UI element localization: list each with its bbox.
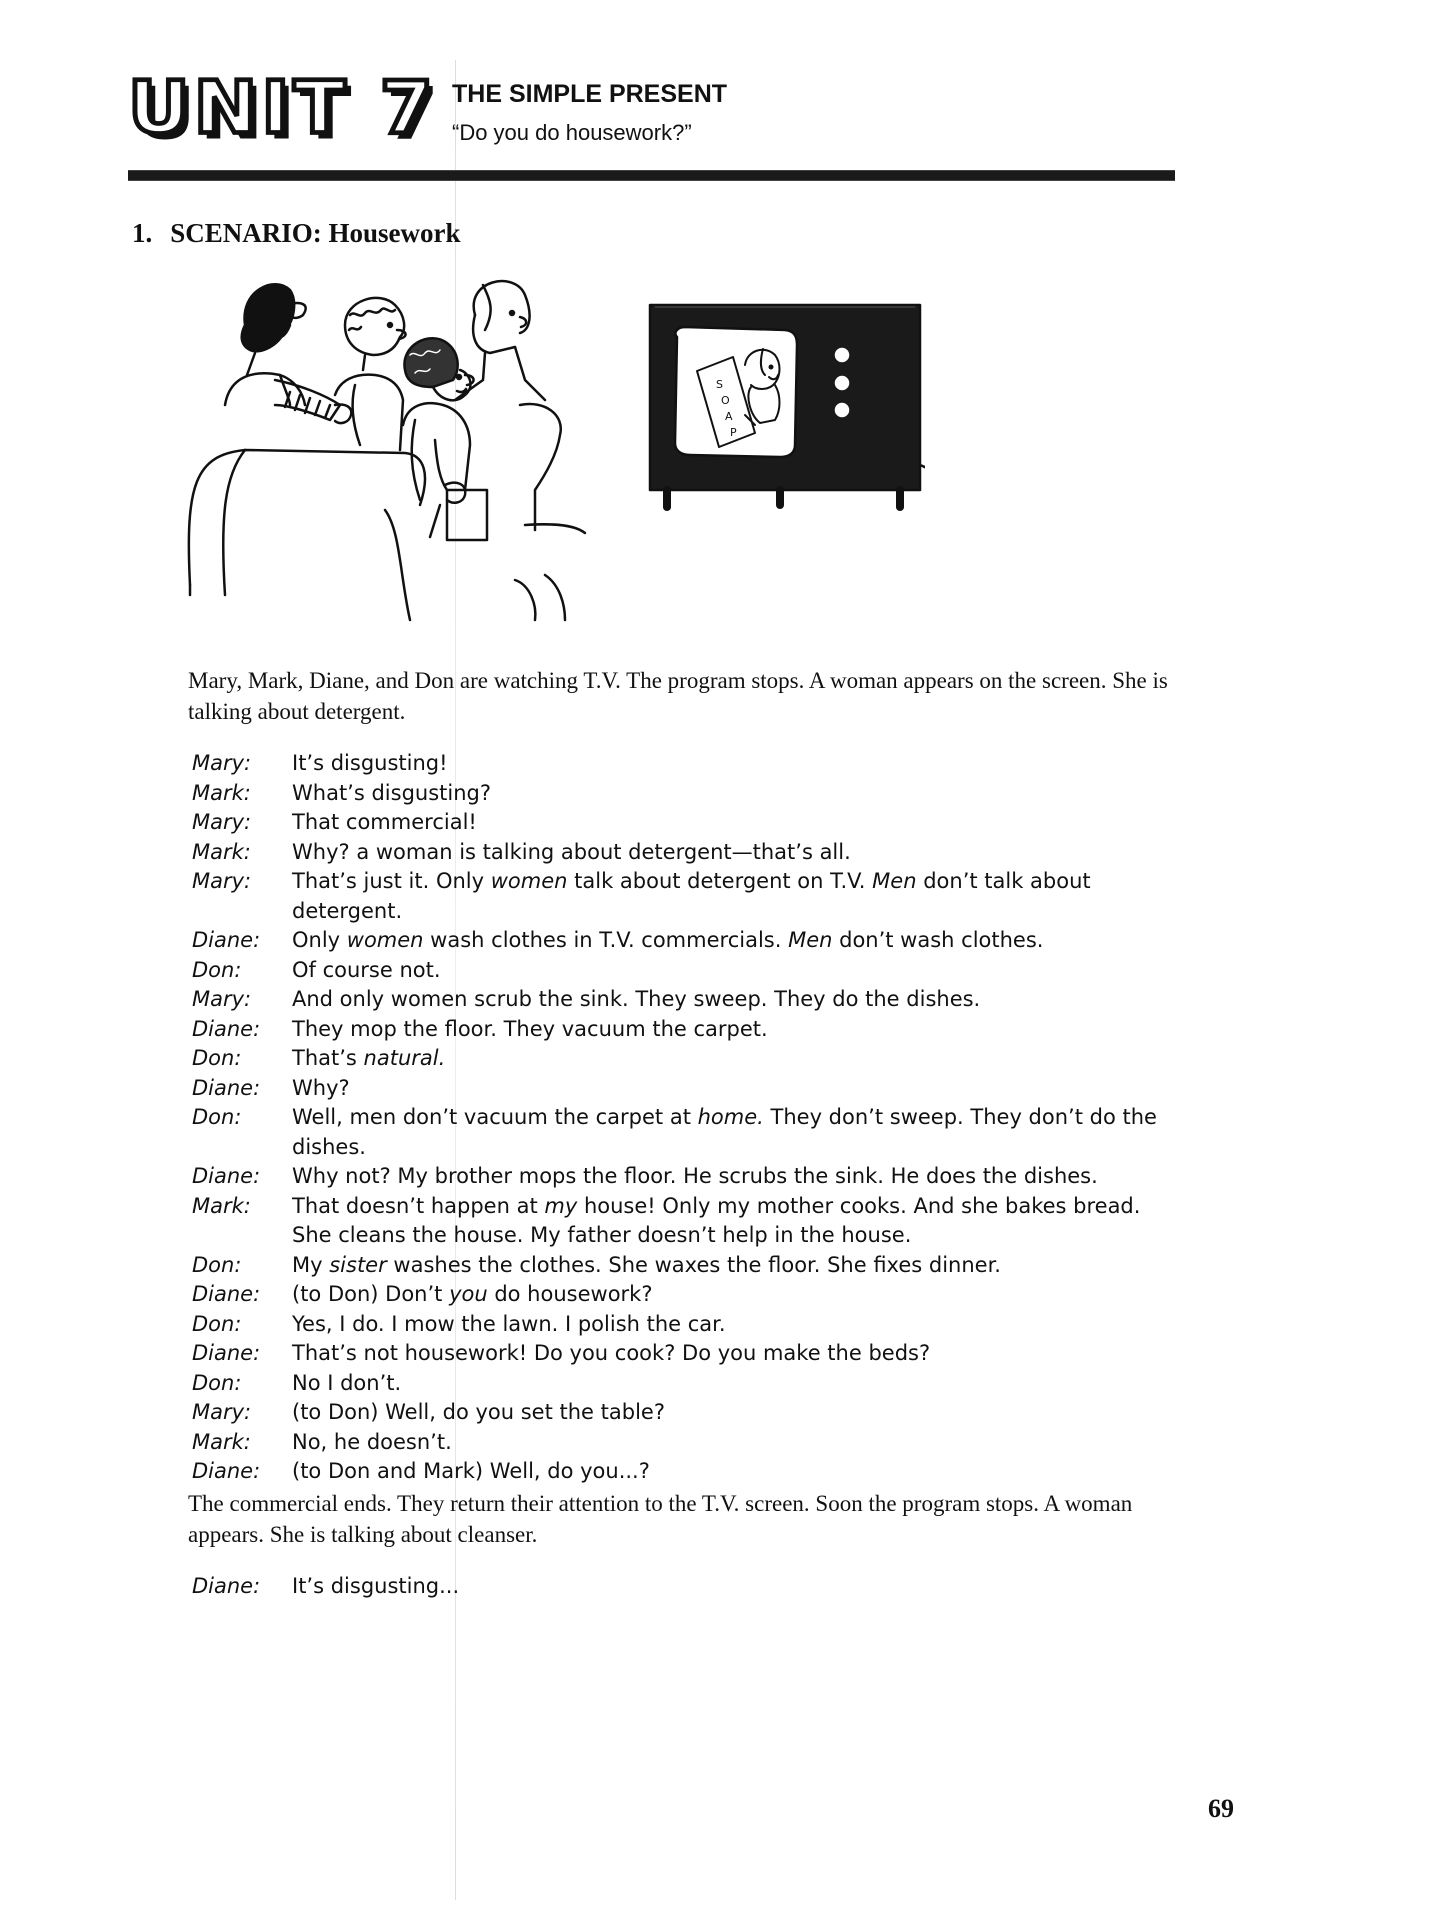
- boy-curly-hair: [404, 338, 457, 387]
- speaker-name: Mark:: [192, 839, 251, 864]
- emphasis-text: you: [449, 1282, 488, 1306]
- family-watching-tv-illustration: [185, 275, 925, 655]
- speaker-name: Mary:: [192, 1400, 252, 1424]
- emphasis-text: my: [544, 1193, 578, 1218]
- speaker-name: Diane:: [192, 1075, 261, 1100]
- dialogue-line: [192, 1074, 1182, 1104]
- speaker-name: Don:: [192, 1046, 242, 1070]
- dialogue-line: [192, 808, 1182, 838]
- dialogue-line: [192, 749, 1182, 779]
- page-number: 69: [1208, 1794, 1234, 1823]
- speaker-name: Don:: [192, 1370, 242, 1395]
- speech-text: No, he doesn’t.: [292, 1429, 452, 1454]
- dialogue-line: [192, 1369, 1182, 1399]
- speech-text: It’s disgusting!: [292, 751, 448, 775]
- speech-text: [292, 1280, 1182, 1310]
- section-number: 1.: [132, 218, 153, 248]
- speech-text: Yes, I do. I mow the lawn. I polish the car.: [292, 1311, 726, 1336]
- tv-sign-a: A: [725, 410, 733, 423]
- dialogue-line: [192, 838, 1182, 868]
- unit-heading: THE SIMPLE PRESENT: [452, 80, 728, 108]
- speaker-name: Diane:: [192, 1341, 261, 1365]
- dialogue-line: [192, 1428, 1182, 1458]
- dialogue-line: [192, 1103, 1182, 1162]
- speech-segment: washes the clothes. She waxes the floor. She fixes dinner.: [386, 1252, 1001, 1277]
- speech-text: (to Don) Well, do you set the table?: [292, 1400, 665, 1424]
- speech-text: What’s disgusting?: [292, 780, 492, 805]
- speech-segment: don’t wash clothes.: [832, 928, 1044, 952]
- speaker-name: Diane:: [192, 1459, 261, 1483]
- speech-text: Why not? My brother mops the floor. He scrubs the sink. He does the dishes.: [292, 1164, 1098, 1188]
- man-shoulders: [225, 373, 305, 405]
- speaker-name: Diane:: [192, 1282, 261, 1306]
- speaker-name: Diane:: [192, 928, 261, 952]
- speaker-name: Mark:: [192, 780, 251, 805]
- curly-woman-head: [345, 298, 404, 355]
- speaker-name: Don:: [192, 1311, 242, 1336]
- speech-text: [292, 1044, 1182, 1074]
- speech-segment: do housework?: [487, 1282, 653, 1306]
- dialogue: [192, 749, 1182, 1487]
- dialogue-line: [192, 779, 1182, 809]
- tv-sign-p: P: [730, 426, 737, 439]
- speech-text: [292, 926, 1182, 956]
- dialogue-line: [192, 1457, 1182, 1487]
- speech-text: Why?: [292, 1075, 350, 1100]
- emphasis-text: women: [490, 869, 568, 893]
- speech-text: No I don’t.: [292, 1370, 402, 1395]
- speech-text: (to Don and Mark) Well, do you...?: [292, 1459, 650, 1483]
- speech-text: Of course not.: [292, 957, 441, 982]
- speech-text: [292, 1251, 1182, 1281]
- speech-text: [292, 1103, 1182, 1162]
- unit-title: UNIT 7: [128, 65, 437, 150]
- speech-text: They mop the floor. They vacuum the carpet.: [292, 1016, 768, 1041]
- dialogue-line: [192, 956, 1182, 986]
- emphasis-text: women: [346, 928, 424, 952]
- speech-segment: They don’t sweep. They don’t do the dishes.: [292, 1105, 1157, 1159]
- section-heading: [132, 218, 479, 249]
- header-rule: [128, 170, 1175, 181]
- dialogue-line: [192, 1162, 1182, 1192]
- dialogue-line: [192, 985, 1182, 1015]
- dialogue-line: [192, 1572, 1182, 1602]
- speech-segment: don’t talk about detergent.: [292, 869, 1091, 923]
- dialogue-line: [192, 1192, 1182, 1251]
- speaker-name: Mary:: [192, 751, 252, 775]
- paper: [447, 490, 487, 540]
- speech-segment: That doesn’t happen at: [292, 1193, 545, 1218]
- man-hair: [242, 284, 294, 351]
- outro-narrative: The commercial ends. They return their attention to the T.V. screen. Soon the program stops. A woman appears. She is talking about cleanser.: [188, 1491, 1133, 1547]
- speech-segment: (to Don) Don’t: [292, 1282, 450, 1306]
- speech-text: [292, 1192, 1182, 1251]
- speech-text: It’s disgusting...: [292, 1574, 460, 1598]
- dialogue-line: [192, 1398, 1182, 1428]
- unit-subtitle: “Do you do housework?”: [452, 120, 692, 145]
- speaker-name: Don:: [192, 957, 242, 982]
- tv-sign-o: O: [721, 394, 730, 407]
- speech-segment: talk about detergent on T.V.: [567, 869, 873, 893]
- speaker-name: Diane:: [192, 1164, 261, 1188]
- speaker-name: Mary:: [192, 987, 252, 1011]
- intro-narrative: Mary, Mark, Diane, and Don are watching T.V. The program stops. A woman appears on the screen. She is talking about detergent.: [188, 668, 1168, 724]
- speaker-name: Don:: [192, 1252, 242, 1277]
- speech-segment: That’s: [292, 1046, 364, 1070]
- final-dialogue: [192, 1572, 1182, 1602]
- speech-text: And only women scrub the sink. They sweep. They do the dishes.: [292, 987, 981, 1011]
- emphasis-text: home.: [697, 1105, 764, 1129]
- tv-sign-s: S: [716, 378, 723, 391]
- speech-text: Why? a woman is talking about detergent—that’s all.: [292, 839, 851, 864]
- speech-text: That commercial!: [292, 810, 477, 834]
- dialogue-line: [192, 1310, 1182, 1340]
- speaker-name: Diane:: [192, 1574, 261, 1598]
- emphasis-text: Men: [788, 928, 833, 952]
- armchair: [520, 404, 561, 530]
- emphasis-text: natural.: [363, 1046, 446, 1070]
- speech-text: [292, 867, 1182, 926]
- speech-segment: wash clothes in T.V. commercials.: [423, 928, 789, 952]
- dialogue-line: [192, 1251, 1182, 1281]
- dialogue-line: [192, 926, 1182, 956]
- speaker-name: Mary:: [192, 869, 252, 893]
- speaker-name: Mark:: [192, 1429, 251, 1454]
- dialogue-line: [192, 1044, 1182, 1074]
- speech-text: That’s not housework! Do you cook? Do you make the beds?: [292, 1341, 931, 1365]
- speaker-name: Diane:: [192, 1016, 261, 1041]
- emphasis-text: sister: [329, 1252, 387, 1277]
- dialogue-line: [192, 1280, 1182, 1310]
- speaker-name: Mark:: [192, 1193, 251, 1218]
- speech-segment: house! Only my mother cooks. And she bakes bread. She cleans the house. My father doesn’t help in the house.: [292, 1193, 1141, 1247]
- speaker-name: Don:: [192, 1105, 242, 1129]
- emphasis-text: Men: [872, 869, 917, 893]
- speech-segment: Well, men don’t vacuum the carpet at: [292, 1105, 698, 1129]
- section-title: SCENARIO: Housework: [170, 218, 461, 248]
- speech-segment: My: [292, 1252, 330, 1277]
- dialogue-line: [192, 1339, 1182, 1369]
- dialogue-line: [192, 1015, 1182, 1045]
- tv-set: [650, 305, 925, 507]
- woman-standing-head: [474, 281, 530, 333]
- speech-segment: Only: [292, 928, 347, 952]
- speaker-name: Mary:: [192, 810, 252, 834]
- speech-segment: That’s just it. Only: [292, 869, 491, 893]
- dialogue-line: [192, 867, 1182, 926]
